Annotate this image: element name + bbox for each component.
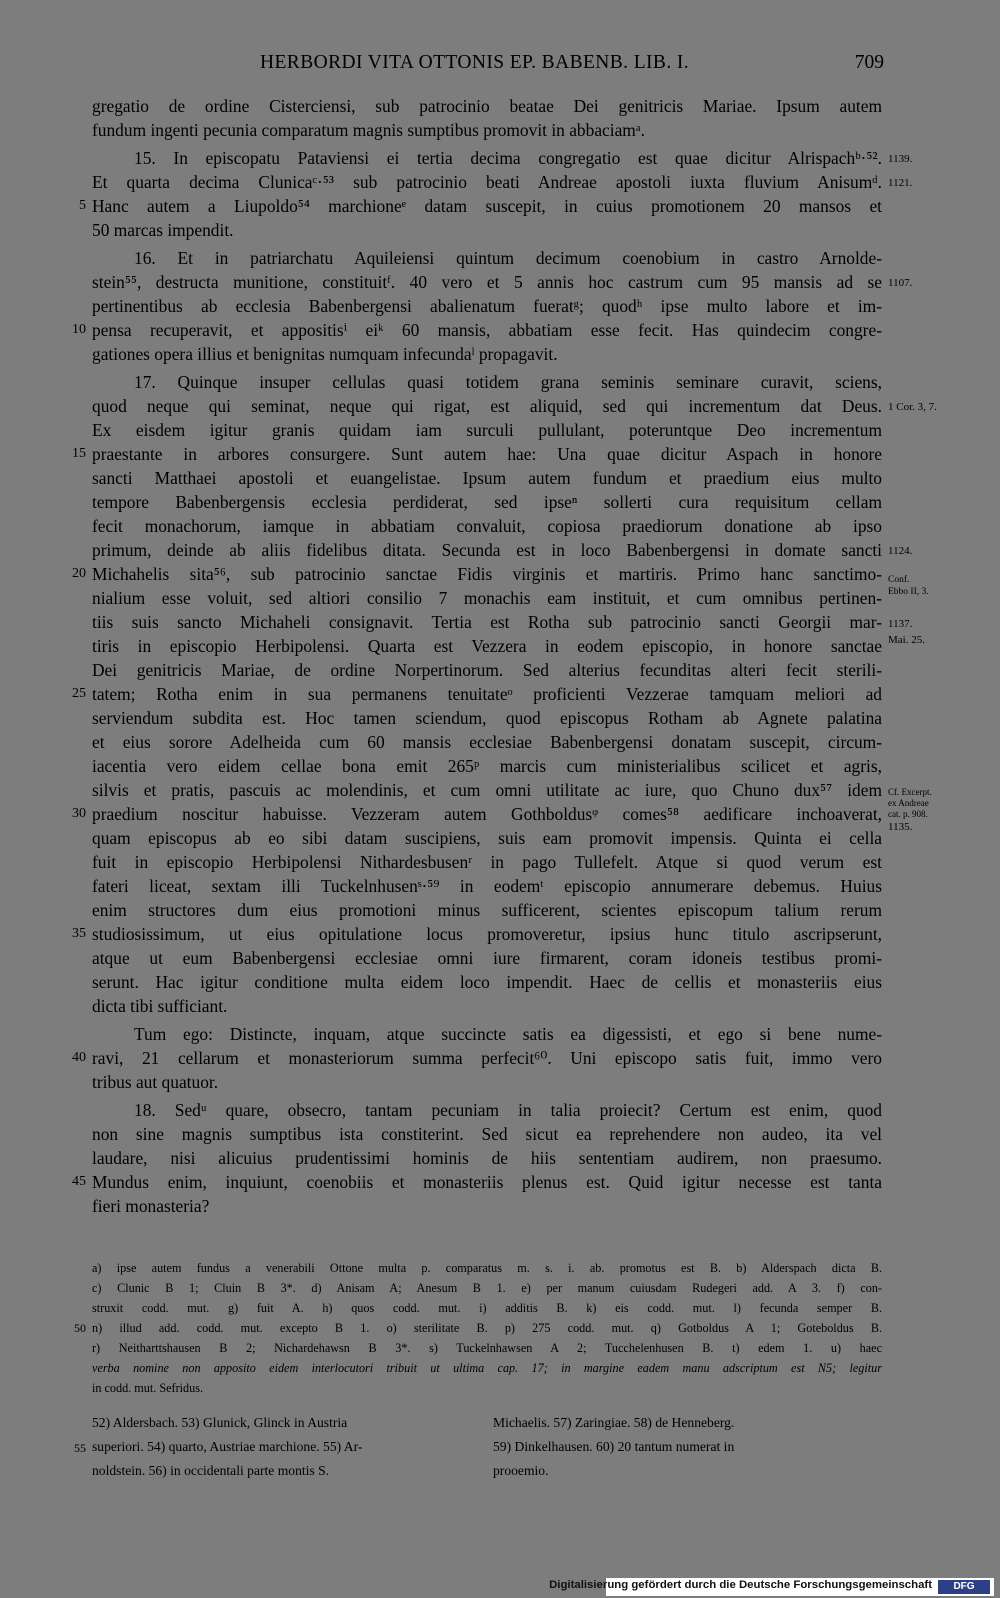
text-line: non sine magnis sumptibus ista constiterint. Sed sicut ea reprehendere non audeo, ita vel bbox=[92, 1124, 882, 1144]
line-number: 40 bbox=[72, 1050, 86, 1065]
margin-note: 1124. bbox=[888, 545, 913, 557]
text-line: quam episcopus ab eo sibi datam suscipiens, suis eam promovit impensis. Quinta ei cella bbox=[92, 828, 882, 848]
text-line: fundum ingenti pecunia comparatum magnis sumptibus promovit in abbaciamᵃ. bbox=[92, 120, 645, 140]
running-title: HERBORDI VITA OTTONIS EP. BABENB. LIB. I. bbox=[260, 52, 690, 73]
text-line: fuit in episcopio Herbipolensi Nithardesbusenʳ in pago Tullefelt. Atque si quod verum est bbox=[92, 852, 882, 872]
text-line: Et quarta decima Clunicaᶜ·⁵³ sub patrocinio beati Andreae apostoli iuxta fluvium Anisumᵈ. bbox=[92, 172, 882, 192]
text-line: 15. In episcopatu Pataviensi ei tertia decima congregatio est quae dicitur Alrispachᵇ·⁵². bbox=[134, 148, 882, 168]
text-line: et eius sorore Adelheida cum 60 mansis ecclesiae Babenbergensi donatam suscepit, circum- bbox=[92, 732, 882, 752]
margin-note: Conf. bbox=[888, 575, 910, 585]
margin-note: Mai. 25. bbox=[888, 634, 925, 646]
margin-note: Ebbo II, 3. bbox=[888, 587, 929, 597]
text-line: laudare, nisi alicuius prudentissimi hominis de hiis sententiam audirem, non praesumo. bbox=[92, 1148, 882, 1168]
line-number: 15 bbox=[72, 446, 86, 461]
text-line: gregatio de ordine Cisterciensi, sub patrocinio beatae Dei genitricis Mariae. Ipsum autem bbox=[92, 96, 882, 116]
page-number: 709 bbox=[854, 52, 884, 73]
margin-note: 1135. bbox=[888, 821, 913, 833]
text-line: primum, deinde ab aliis fidelibus ditata. Secunda est in loco Babenbergensi in domate sancti bbox=[92, 540, 882, 560]
footnote-line: r) Neitharttshausen B 2; Nichardehawsn B 3*. s) Tuckelnhawsen A 2; Tucchelenhusen B. t) edem 1. u) haec bbox=[92, 1341, 882, 1355]
footnote-line: struxit codd. mut. g) fuit A. h) quos codd. mut. i) additis B. k) eis codd. mut. l) fecunda semper B. bbox=[92, 1301, 882, 1315]
line-number: 30 bbox=[72, 806, 86, 821]
text-line: fateri liceat, sextam illi Tuckelnhusenˢ·⁵⁹ in eodemᵗ episcopio annumerare debemus. Huius bbox=[92, 876, 882, 896]
dfg-logo: DFG bbox=[938, 1580, 990, 1594]
margin-note: 1107. bbox=[888, 277, 913, 289]
footnote-line-number: 50 bbox=[74, 1321, 86, 1335]
text-line: Michahelis sita⁵⁶, sub patrocinio sanctae Fidis virginis et martiris. Primo hanc sanctimo- bbox=[92, 564, 882, 584]
text-line: tiis suis sancto Michaheli consignavit. Tertia est Rotha sub patrocinio sancti Georgii mar- bbox=[92, 612, 882, 632]
text-line: 50 marcas impendit. bbox=[92, 220, 234, 240]
text-line: fieri monasteria? bbox=[92, 1196, 210, 1216]
line-number: 5 bbox=[79, 198, 86, 213]
text-line: tatem; Rotha enim in sua permanens tenuitateᵒ proficienti Vezzerae tamquam meliori ad bbox=[92, 684, 882, 704]
margin-note: 1137. bbox=[888, 618, 913, 630]
text-line: 17. Quinque insuper cellulas quasi totidem grana seminis seminare curavit, sciens, bbox=[134, 372, 882, 392]
funding-credit: Digitalisierung gefördert durch die Deutsche Forschungsgemeinschaft bbox=[549, 1579, 932, 1591]
endnote-line: 52) Aldersbach. 53) Glunick, Glinck in Austria bbox=[92, 1415, 348, 1430]
text-line: iacentia vero eidem cellae bona emit 265ᵖ marcis cum ministerialibus scilicet et agris, bbox=[92, 756, 882, 776]
line-number: 25 bbox=[72, 686, 86, 701]
text-line: 16. Et in patriarchatu Aquileiensi quintum decimum coenobium in castro Arnolde- bbox=[134, 248, 882, 268]
text-line: dicta tibi sufficiant. bbox=[92, 996, 228, 1016]
text-line: quod neque qui seminat, neque qui rigat, est aliquid, sed qui incrementum dat Deus. bbox=[92, 396, 882, 416]
line-number: 45 bbox=[72, 1174, 86, 1189]
text-line: tribus aut quatuor. bbox=[92, 1072, 219, 1092]
margin-note: cat. p. 908. bbox=[888, 809, 928, 819]
line-number: 10 bbox=[72, 322, 86, 337]
text-line: gationes opera illius et benignitas numquam infecundaˡ propagavit. bbox=[92, 344, 558, 364]
text-line: pertinentibus ab ecclesia Babenbergensi abalienatum fueratᵍ; quodʰ ipse multo labore et im- bbox=[92, 296, 882, 316]
endnote-line-number: 55 bbox=[74, 1441, 86, 1455]
text-line: studiosissimum, ut eius opitulatione locus promoveretur, ipsius hunc titulo ascripserunt, bbox=[92, 924, 882, 944]
endnote-line: prooemio. bbox=[493, 1463, 549, 1478]
footnote-line: a) ipse autem fundus a venerabili Ottone multa p. comparatus m. s. i. ab. promotus est B. b) Alderspach dicta B. bbox=[92, 1261, 882, 1275]
text-line: Dei genitricis Mariae, de ordine Norpertinorum. Sed alterius fecunditas alteri fecit sterili- bbox=[92, 660, 882, 680]
margin-note: ex Andreae bbox=[888, 798, 929, 808]
running-header bbox=[88, 52, 884, 80]
line-number: 20 bbox=[72, 566, 86, 581]
endnote-line: Michaelis. 57) Zaringiae. 58) de Henneberg. bbox=[493, 1415, 735, 1430]
margin-note: 1139. bbox=[888, 153, 913, 165]
text-line: silvis et pratis, pascuis ac molendinis, et cum omni utilitate ac iure, quo Chuno dux⁵⁷ idem bbox=[92, 780, 882, 800]
endnote-line: superiori. 54) quarto, Austriae marchione. 55) Ar- bbox=[92, 1439, 363, 1454]
text-line: praestante in arbores consurgere. Sunt autem hae: Una quae dicitur Aspach in honore bbox=[92, 444, 882, 464]
text-line: serunt. Hac igitur conditione multa eidem loco impendit. Haec de cellis et monasteriis eius bbox=[92, 972, 882, 992]
text-line: Ex eisdem igitur granis quidam iam surculi pullulant, poteruntque Deo incrementum bbox=[92, 420, 882, 440]
text-line: Tum ego: Distincte, inquam, atque succincte satis ea digessisti, et ego si bene nume- bbox=[134, 1024, 882, 1044]
text-line: 18. Sedᵘ quare, obsecro, tantam pecuniam in talia proiecit? Certum est enim, quod bbox=[134, 1100, 882, 1120]
margin-note: 1121. bbox=[888, 177, 913, 189]
endnote-line: 59) Dinkelhausen. 60) 20 tantum numerat in bbox=[493, 1439, 735, 1454]
text-line: tempore Babenbergensis ecclesia perdiderat, sed ipseⁿ sollerti cura requisitum cellam bbox=[92, 492, 882, 512]
text-line: nialium esse voluit, sed altiori consilio 7 monachis eam instituit, et cum omnibus pertinen- bbox=[92, 588, 882, 608]
footnote-line: verba nomine non apposito eidem interlocutori tribuit ut ultima cap. 17; in margine eadem manu adscriptum est N5; legitur bbox=[92, 1361, 882, 1375]
text-line: Hanc autem a Liupoldo⁵⁴ marchioneᵉ datam suscepit, in cuius promotionem 20 mansos et bbox=[92, 196, 882, 216]
footnote-line: in codd. mut. Sefridus. bbox=[92, 1381, 204, 1395]
margin-note: 1 Cor. 3, 7. bbox=[888, 401, 937, 413]
endnote-line: noldstein. 56) in occidentali parte montis S. bbox=[92, 1463, 330, 1478]
text-line: enim structores dum eius promotioni minus sufficerent, scientes episcopum talium rerum bbox=[92, 900, 882, 920]
digitization-footer bbox=[549, 1578, 994, 1596]
text-line: tiris in episcopio Herbipolensi. Quarta est Vezzera in eodem episcopio, in honore sanctae bbox=[92, 636, 882, 656]
text-line: ravi, 21 cellarum et monasteriorum summa perfecit⁶⁰. Uni episcopo satis fuit, immo vero bbox=[92, 1048, 882, 1068]
margin-note: Cf. Excerpt. bbox=[888, 787, 932, 797]
text-line: Mundus enim, inquiunt, coenobiis et monasteriis plenus est. Quid igitur necesse est tanta bbox=[92, 1172, 882, 1192]
text-line: sancti Matthaei apostoli et euangelistae. Ipsum autem fundum et praedium eius multo bbox=[92, 468, 882, 488]
text-line: pensa recuperavit, et appositisⁱ eiᵏ 60 mansis, abbatiam esse fecit. Has quindecim congre- bbox=[92, 320, 882, 340]
text-line: fecit monachorum, iamque in abbatiam convaluit, copiosa praediorum donatione ab ipso bbox=[92, 516, 882, 536]
line-number: 35 bbox=[72, 926, 86, 941]
footnote-line: c) Clunic B 1; Cluin B 3*. d) Anisam A; Anesum B 1. e) per manum cuiusdam Rudegeri add. A 3. f) con- bbox=[92, 1281, 882, 1295]
text-line: stein⁵⁵, destructa munitione, constituitᶠ. 40 vero et 5 annis hoc castrum cum 95 mansis ad se bbox=[92, 272, 882, 292]
text-line: serviendum subdita est. Hoc tamen sciendum, quod episcopus Rotham ab Agnete palatina bbox=[92, 708, 882, 728]
text-line: atque ut eum Babenbergensi ecclesiae omni iure firmarent, coram idoneis testibus promi- bbox=[92, 948, 882, 968]
text-line: praedium noscitur habuisse. Vezzeram autem Gothboldusᵠ comes⁵⁸ aedificare inchoaverat, bbox=[92, 804, 882, 824]
footnote-line: n) illud add. codd. mut. excepto B 1. o) sterilitate B. p) 275 codd. mut. q) Gotboldus A 1; Goteboldus B. bbox=[92, 1321, 882, 1335]
